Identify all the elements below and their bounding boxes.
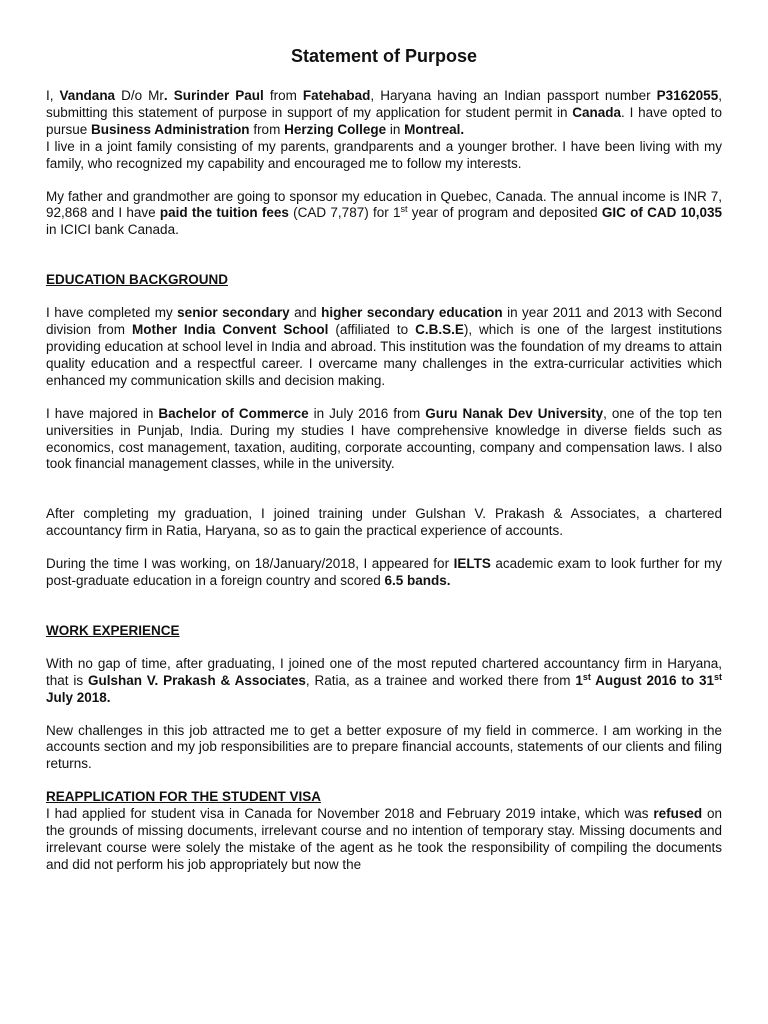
board-name: C.B.S.E (415, 322, 464, 338)
refused: refused (653, 806, 703, 822)
school-name: Mother India Convent School (131, 322, 329, 338)
reapplication-paragraph (46, 806, 722, 874)
superscript: st (400, 204, 408, 215)
higher-secondary: higher secondary education (321, 305, 503, 321)
text: I have majored in (46, 405, 159, 421)
section-heading-reapplication: REAPPLICATION FOR THE STUDENT VISA (46, 789, 322, 805)
text: and (289, 305, 322, 321)
text: With no gap of time, after graduating, I joined one of the most reputed chartered accountancy firm in Haryana, that is (46, 655, 722, 688)
text: , one of the top ten universities in Punjab, India. During my studies I have comprehensive knowledge in diverse fields such as economics, cost management, taxation, auditing, corporate accounting, company and compensation laws. I also took financial management classes, while in the university. (46, 405, 722, 472)
text: My father and grandmother are going to sponsor my education in Quebec, Canada. The annual income is INR 7, 92,868 and I have (46, 188, 722, 221)
text: in year 2011 and 2013 with Second division from (46, 305, 723, 338)
ielts-score: 6.5 bands. (384, 573, 451, 589)
text: in ICICI bank Canada. (46, 222, 179, 238)
family-text: I live in a joint family consisting of my parents, grandparents and a younger brother. I have been living with my family, who recognized my capability and encouraged me to follow my interests. (46, 138, 722, 171)
text: I have completed my (46, 305, 178, 321)
work-paragraph-firm (46, 656, 722, 707)
passport-number: P3162055 (656, 88, 719, 103)
text: from (263, 88, 303, 103)
ielts: IELTS (453, 556, 491, 572)
destination-country: Canada (572, 104, 622, 120)
text: During the time I was working, on 18/January/2018, I appeared for (46, 556, 454, 572)
program-name: Business Administration (91, 121, 250, 137)
text: I had applied for student visa in Canada for November 2018 and February 2019 intake, which was (46, 806, 654, 822)
college-name: Herzing College (284, 121, 387, 137)
college-city: Montreal. (404, 121, 465, 137)
text: I, (46, 88, 60, 103)
applicant-name: Vandana (59, 88, 116, 103)
text: in (386, 121, 405, 137)
education-paragraph-ielts (46, 556, 722, 590)
text: year of program and deposited (407, 205, 602, 221)
senior-secondary: senior secondary (177, 305, 290, 321)
degree-name: Bachelor of Commerce (158, 405, 309, 421)
section-heading-work: WORK EXPERIENCE (46, 622, 180, 638)
tuition-paid: paid the tuition fees (159, 205, 289, 221)
gic-amount: GIC of CAD 10,035 (601, 205, 722, 221)
university-name: Guru Nanak Dev University (425, 405, 604, 421)
superscript: st (713, 671, 722, 682)
text: on the grounds of missing documents, irrelevant course and no intention of temporary stay. Missing documents and irrelevant course were solely the mistake of the agent as he took the responsibility of compiling the documents and did not perform his job appropriately but now the (46, 806, 722, 872)
text: August 2016 to 31 (590, 672, 714, 688)
document-page (46, 44, 722, 874)
education-paragraph-school (46, 305, 722, 390)
text: in July 2016 from (308, 405, 426, 421)
funding-paragraph (46, 189, 722, 240)
hometown: Fatehabad (302, 88, 371, 103)
text: ), which is one of the largest institutions providing education at school level in India and abroad. This institution was the foundation of my dreams to attain quality education and a respectful career. I overcame many challenges in the extra-curricular activities which enhanced my communication skills and decision making. (46, 322, 722, 388)
text: D/o Mr (115, 88, 164, 103)
text: , Haryana having an Indian passport number (370, 88, 657, 103)
superscript: st (582, 671, 591, 682)
text: . I have opted to pursue (46, 104, 722, 137)
text: (CAD 7,787) for 1 (288, 205, 401, 221)
text: , submitting this statement of purpose in support of my application for student permit in (46, 88, 722, 120)
section-heading-education: EDUCATION BACKGROUND (46, 272, 228, 288)
work-paragraph-duties: New challenges in this job attracted me to get a better exposure of my field in commerce. I am working in the accounts section and my job responsibilities are to prepare financial accounts, statements of our clients and filing returns. (46, 722, 722, 772)
text: from (249, 121, 285, 137)
intro-paragraph (46, 88, 722, 173)
education-paragraph-degree (46, 406, 722, 474)
firm-name: Gulshan V. Prakash & Associates (87, 672, 306, 688)
text: academic exam to look further for my post-graduate education in a foreign country and scored (46, 556, 722, 589)
education-paragraph-training: After completing my graduation, I joined training under Gulshan V. Prakash & Associates, a chartered accountancy firm in Ratia, Haryana, so as to gain the practical experience of accounts. (46, 506, 722, 539)
father-name: . Surinder Paul (163, 88, 264, 103)
text: , Ratia, as a trainee and worked there from (305, 672, 576, 688)
text: July 2018. (46, 689, 111, 705)
text: 1 (575, 672, 583, 688)
text: (affiliated to (328, 322, 416, 338)
document-title: Statement of Purpose (290, 46, 478, 66)
